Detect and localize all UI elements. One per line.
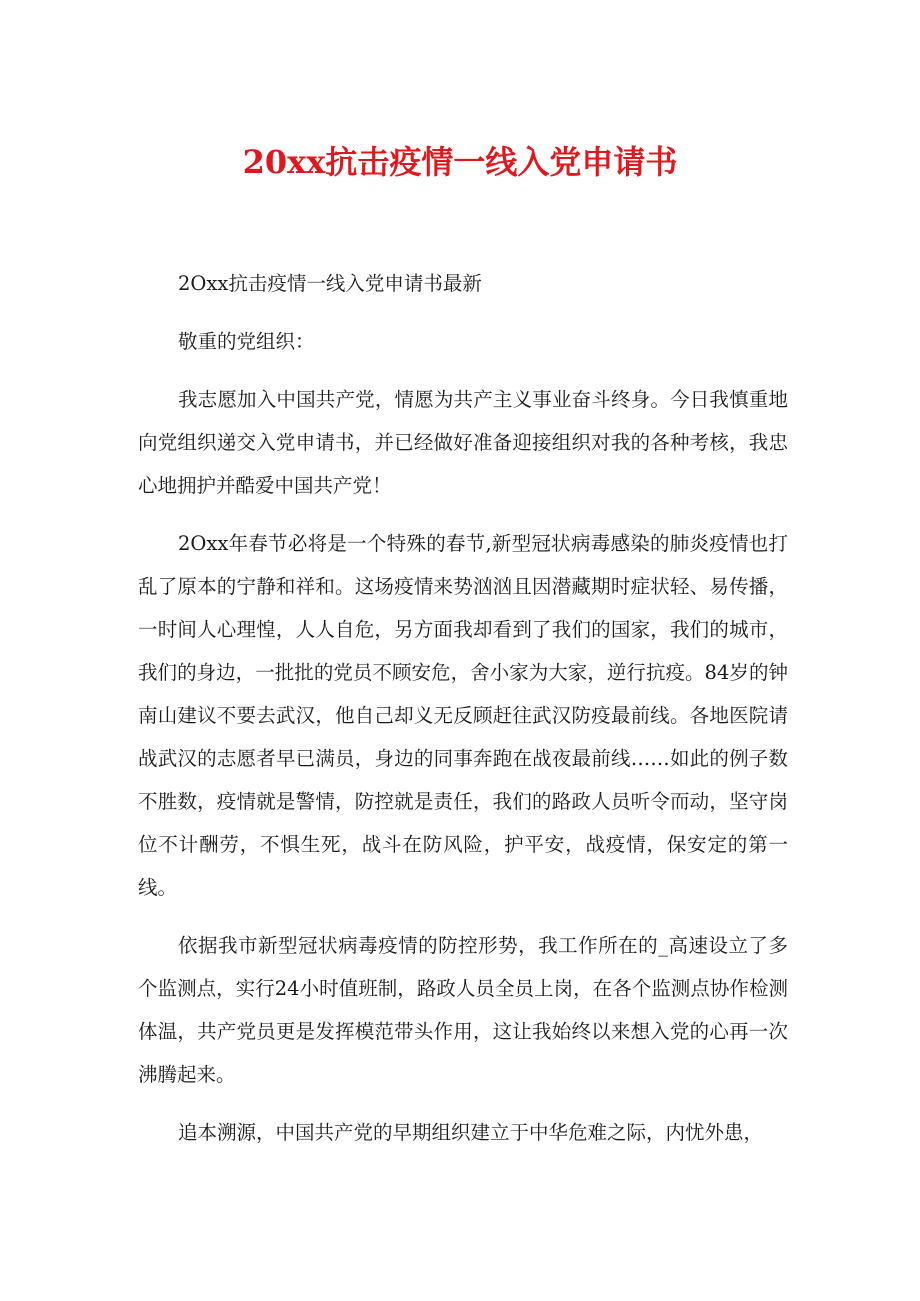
document-body: [138, 262, 788, 1154]
body-paragraph: 2Oxx年春节必将是一个特殊的春节,新型冠状病毒感染的肺炎疫情也打乱了原本的宁静和祥和。这场疫情来势汹汹且因潜藏期时症状轻、易传播，一时间人心理惶，人人自危，另方面我却看到了我们的国家，我们的城市，我们的身边，一批批的党员不顾安危，舍小家为大家，逆行抗疫。84岁的钟南山建议不要去武汉，他自己却义无反顾赶往武汉防疫最前线。各地医院请战武汉的志愿者早已满员，身边的同事奔跑在战夜最前线……如此的例子数不胜数，疫情就是警情，防控就是责任，我们的路政人员听令而动，坚守岗位不计酬劳，不惧生死，战斗在防风险，护平安，战疫情，保安定的第一线。: [138, 532, 788, 899]
body-paragraph: 依据我市新型冠状病毒疫情的防控形势，我工作所在的_高速设立了多个监测点，实行24小时值班制，路政人员全员上岗，在各个监测点协作检测体温，共产党员更是发挥模范带头作用，这让我始终以来想入党的心再一次沸腾起来。: [138, 934, 788, 1086]
subtitle-paragraph: 2Oxx抗击疫情一线入党申请书最新: [178, 272, 482, 295]
document-title: 20xx抗击疫情一线入党申请书: [242, 143, 678, 181]
salutation-paragraph: 敬重的党组织：: [178, 330, 315, 353]
body-paragraph: 追本溯源，中国共产党的早期组织建立于中华危难之际，内忧外患，: [178, 1121, 764, 1144]
body-paragraph: 我志愿加入中国共产党，情愿为共产主义事业奋斗终身。今日我慎重地向党组织递交入党申请书，并已经做好准备迎接组织对我的各种考核，我忠心地拥护并酷爱中国共产党！: [138, 388, 788, 497]
